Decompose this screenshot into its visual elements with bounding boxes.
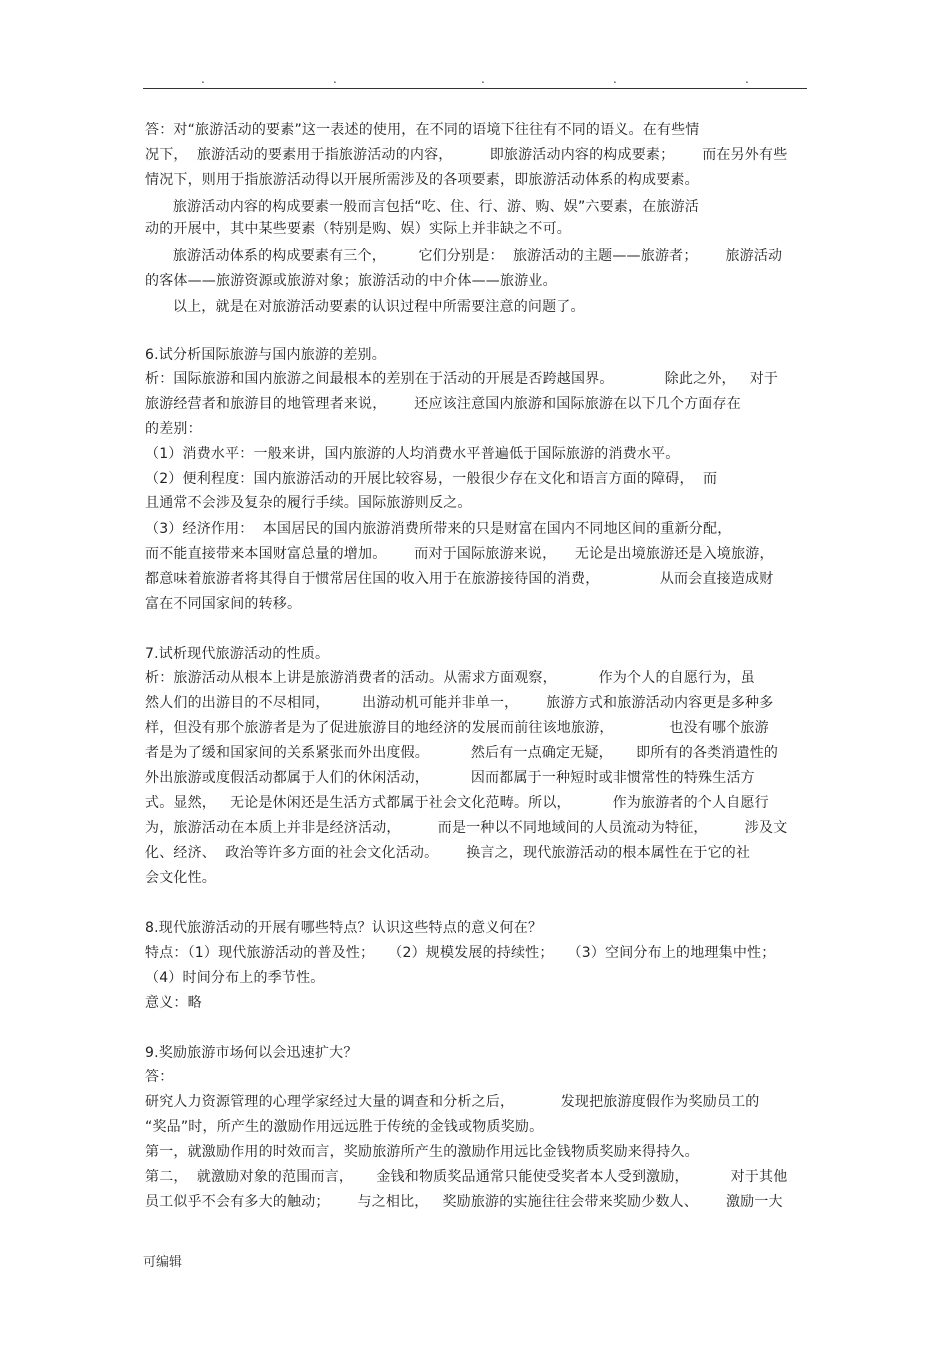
text-line: 以上，就是在对旅游活动要素的认识过程中所需要注意的问题了。 [145,299,585,315]
text-line: 析：国际旅游和国内旅游之间最根本的差别在于活动的开展是否跨越国界。 除此之外， 对于 [145,371,779,387]
text-line: 为，旅游活动在本质上并非是经济活动， 而是一种以不同地域间的人员流动为特征， 涉及文 [145,820,788,836]
text-line: 特点：（1）现代旅游活动的普及性； （2）规模发展的持续性； （3）空间分布上的地理集中性； [145,945,776,961]
text-line: 旅游经营者和旅游目的地管理者来说， 还应该注意国内旅游和国际旅游在以下几个方面存在 [145,396,741,412]
text-line: 的差别： [145,421,202,437]
text-line: 情况下，则用于指旅游活动得以开展所需涉及的各项要素，即旅游活动体系的构成要素。 [145,172,699,188]
text-line: 且通常不会涉及复杂的履行手续。国际旅游则反之。 [145,495,472,511]
text-line: 意义：略 [145,995,202,1011]
text-line: （4）时间分布上的季节性。 [145,970,325,986]
text-line: 员工似乎不会有多大的触动； 与之相比， 奖励旅游的实施往往会带来奖励少数人、 激励一大 [145,1194,783,1210]
text-line: 化、经济、 政治等许多方面的社会文化活动。 换言之，现代旅游活动的根本属性在于它的社 [145,845,751,861]
header-dot: . [613,72,617,86]
text-line: 研究人力资源管理的心理学家经过大量的调查和分析之后， 发现把旅游度假作为奖励员工的 [145,1094,760,1110]
header-dot: . [333,72,337,86]
text-line: 的客体——旅游资源或旅游对象；旅游活动的中介体——旅游业。 [145,273,557,289]
text-line: 旅游活动内容的构成要素一般而言包括“吃、住、行、游、购、娱”六要素，在旅游活 [145,199,700,215]
text-line: 者是为了缓和国家间的关系紧张而外出度假。 然后有一点确定无疑， 即所有的各类消遣性的 [145,745,779,761]
text-line: 旅游活动体系的构成要素有三个， 它们分别是： 旅游活动的主题——旅游者； 旅游活动 [145,248,783,264]
text-line: 第一，就激励作用的时效而言，奖励旅游所产生的激励作用远比金钱物质奖励来得持久。 [145,1144,699,1160]
question-heading: 7.试析现代旅游活动的性质。 [145,646,330,662]
text-line: 然人们的出游目的不尽相同， 出游动机可能并非单一， 旅游方式和旅游活动内容更是多种多 [145,695,774,711]
text-line: “奖品”时，所产生的激励作用远远胜于传统的金钱或物质奖励。 [145,1119,544,1135]
text-line: 而不能直接带来本国财富总量的增加。 而对于国际旅游来说， 无论是出境旅游还是入境旅游， [145,546,774,562]
text-line: 第二， 就激励对象的范围而言， 金钱和物质奖品通常只能使受奖者本人受到激励， 对于其他 [145,1169,788,1185]
text-line: （2）便利程度：国内旅游活动的开展比较容易，一般很少存在文化和语言方面的障碍， 而 [145,471,718,487]
text-line: 答：对“旅游活动的要素”这一表述的使用，在不同的语境下往往有不同的语义。在有些情 [145,122,700,138]
text-line: 样，但没有那个旅游者是为了促进旅游目的地经济的发展而前往该地旅游， 也没有哪个旅游 [145,720,769,736]
text-line: （3）经济作用： 本国居民的国内旅游消费所带来的只是财富在国内不同地区间的重新分配， [145,521,732,537]
text-line: 外出旅游或度假活动都属于人们的休闲活动， 因而都属于一种短时或非惯常性的特殊生活方 [145,770,755,786]
text-line: 况下， 旅游活动的要素用于指旅游活动的内容， 即旅游活动内容的构成要素； 而在另外有些 [145,147,788,163]
text-line: 都意味着旅游者将其得自于惯常居住国的收入用于在旅游接待国的消费， 从而会直接造成财 [145,571,774,587]
question-heading: 8.现代旅游活动的开展有哪些特点？认识这些特点的意义何在？ [145,920,543,936]
question-heading: 6.试分析国际旅游与国内旅游的差别。 [145,347,386,363]
footer-label: 可编辑 [143,1255,183,1270]
text-line: （1）消费水平：一般来讲，国内旅游的人均消费水平普遍低于国际旅游的消费水平。 [145,446,680,462]
question-heading: 9.奖励旅游市场何以会迅速扩大？ [145,1045,358,1061]
text-line: 富在不同国家间的转移。 [145,596,302,612]
header-dot: . [745,72,749,86]
text-line: 动的开展中，其中某些要素（特别是购、娱）实际上并非缺之不可。 [145,221,571,237]
text-line: 答： [145,1069,174,1085]
text-line: 会文化性。 [145,870,216,886]
text-line: 析：旅游活动从根本上讲是旅游消费者的活动。从需求方面观察， 作为个人的自愿行为，虽 [145,670,755,686]
text-line: 式。显然， 无论是休闲还是生活方式都属于社会文化范畴。所以， 作为旅游者的个人自愿行 [145,795,769,811]
header-rule [143,88,807,89]
header-dot: . [201,72,205,86]
header-dot: . [481,72,485,86]
